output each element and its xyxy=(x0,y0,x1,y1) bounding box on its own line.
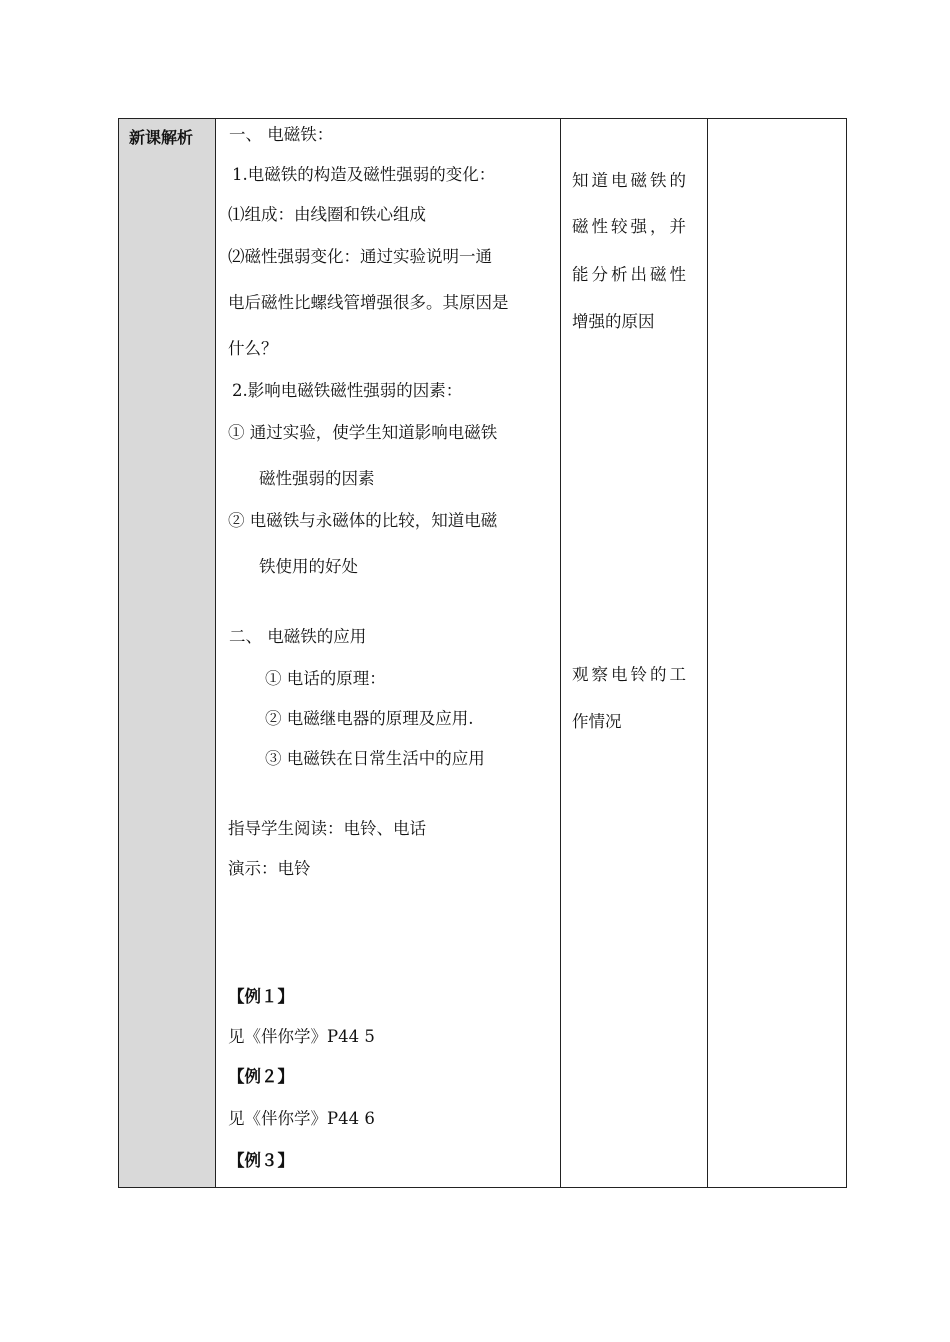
section-label-cell xyxy=(119,119,215,1187)
list-item: ③ 电磁铁在日常生活中的应用 xyxy=(265,749,485,768)
content-line: 电后磁性比螺线管增强很多。其原因是 xyxy=(228,293,509,312)
content-line: 2.影响电磁铁磁性强弱的因素： xyxy=(232,381,463,400)
heading-applications: 二、 电磁铁的应用 xyxy=(229,627,367,646)
list-item: ② 电磁继电器的原理及应用. xyxy=(265,709,474,728)
goal-line: 作情况 xyxy=(572,712,622,731)
content-line: 演示：电铃 xyxy=(228,859,311,878)
content-line: 铁使用的好处 xyxy=(259,557,358,576)
column-divider xyxy=(215,119,216,1187)
column-divider xyxy=(560,119,561,1187)
goal-line: 磁性较强，并 xyxy=(572,217,689,236)
heading-electromagnet: 一、 电磁铁： xyxy=(229,125,334,144)
lesson-table xyxy=(118,118,847,1188)
goal-line: 增强的原因 xyxy=(572,312,655,331)
example-label: 【例２】 xyxy=(228,1067,294,1086)
content-line: ⑵磁性强弱变化：通过实验说明一通 xyxy=(228,247,492,266)
content-line: 磁性强弱的因素 xyxy=(259,469,375,488)
content-line: ② 电磁铁与永磁体的比较，知道电磁 xyxy=(228,511,498,530)
goal-line: 知道电磁铁的 xyxy=(572,171,689,190)
content-line: 1.电磁铁的构造及磁性强弱的变化： xyxy=(232,165,496,184)
content-line: ① 通过实验，使学生知道影响电磁铁 xyxy=(228,423,498,442)
example-reference: 见《伴你学》P44 5 xyxy=(228,1027,375,1046)
example-label: 【例３】 xyxy=(228,1151,294,1170)
goal-line: 能分析出磁性 xyxy=(572,265,689,284)
list-item: ① 电话的原理： xyxy=(265,669,386,688)
section-label: 新课解析 xyxy=(129,128,194,147)
example-label: 【例１】 xyxy=(228,987,294,1006)
column-divider xyxy=(707,119,708,1187)
goal-line: 观察电铃的工 xyxy=(572,665,689,684)
content-line: 什么？ xyxy=(228,339,278,358)
example-reference: 见《伴你学》P44 6 xyxy=(228,1109,375,1128)
content-line: 指导学生阅读：电铃、电话 xyxy=(228,819,426,838)
content-line: ⑴组成：由线圈和铁心组成 xyxy=(228,205,426,224)
